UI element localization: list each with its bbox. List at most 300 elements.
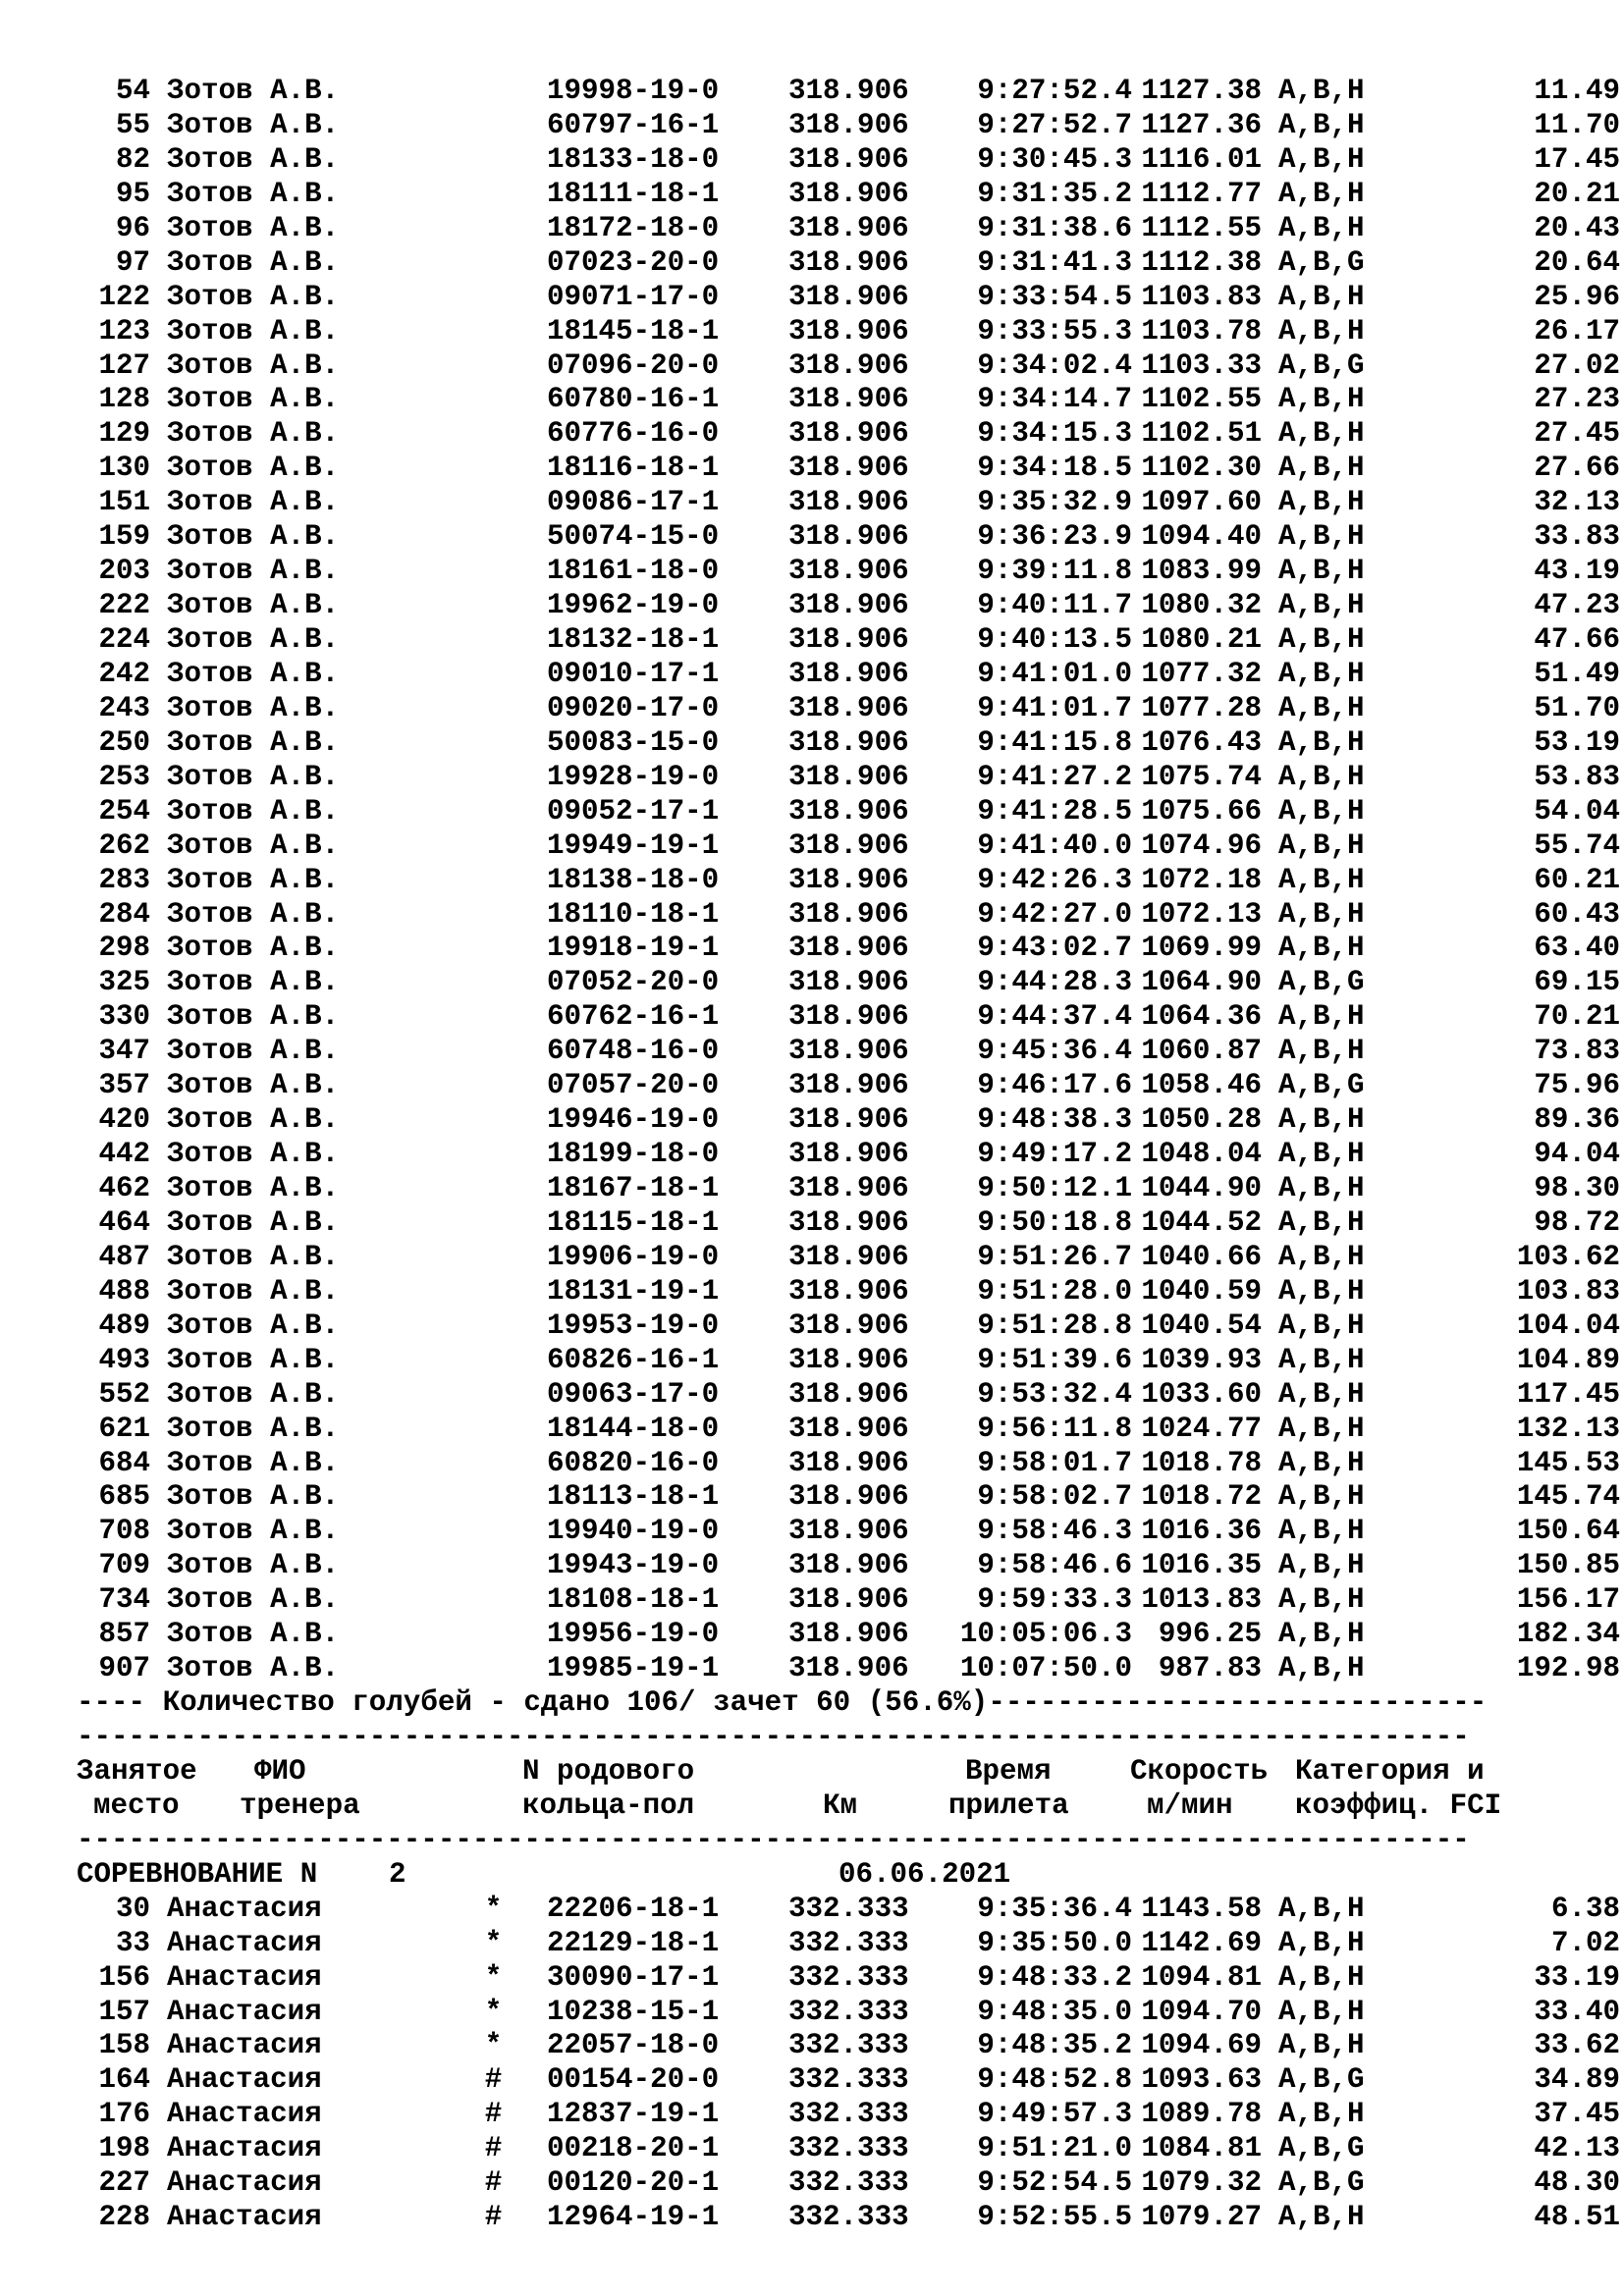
table-row — [77, 1000, 1620, 1035]
cell-name: Зотов А.В. — [167, 211, 340, 244]
cell-ring: 18133-18-0 — [547, 142, 720, 176]
cell-speed: 987.83 — [1158, 1652, 1262, 1685]
cell-speed: 1094.40 — [1141, 520, 1262, 554]
cell-km: 318.906 — [788, 1274, 909, 1308]
cell-time: 9:36:23.9 — [977, 520, 1132, 554]
cell-place: 489 — [98, 1308, 150, 1342]
cell-time: 9:52:55.5 — [977, 2201, 1132, 2234]
cell-ring: 30090-17-1 — [547, 1960, 720, 1994]
table-row — [77, 897, 1620, 933]
cell-km: 332.333 — [788, 2098, 909, 2131]
cell-km: 332.333 — [788, 1960, 909, 1994]
cell-speed: 1064.90 — [1141, 966, 1262, 999]
cell-speed: 1040.59 — [1141, 1274, 1262, 1308]
cell-ring: 19940-19-0 — [547, 1515, 720, 1548]
cell-ring: 18111-18-1 — [547, 177, 720, 210]
cell-name: Анастасия — [167, 2029, 322, 2062]
cell-ring: 19949-19-1 — [547, 828, 720, 862]
cell-time: 9:41:15.8 — [977, 725, 1132, 759]
cell-km: 318.906 — [788, 1240, 909, 1273]
cell-cat: A,B,H — [1278, 1549, 1365, 1582]
cell-cat: A,B,H — [1278, 1240, 1365, 1273]
cell-speed: 1040.54 — [1141, 1308, 1262, 1342]
cell-place: 228 — [98, 2201, 150, 2234]
cell-time: 9:52:54.5 — [977, 2166, 1132, 2200]
cell-time: 9:58:46.6 — [977, 1549, 1132, 1582]
cell-ring: 18138-18-0 — [547, 863, 720, 896]
cell-coef: 98.72 — [1534, 1205, 1620, 1239]
cell-time: 9:31:35.2 — [977, 177, 1132, 210]
header-category-2: коэффиц. FCI — [1295, 1789, 1502, 1822]
cell-coef: 37.45 — [1534, 2098, 1620, 2131]
cell-name: Зотов А.В. — [167, 1377, 340, 1411]
cell-name: Зотов А.В. — [167, 1343, 340, 1376]
cell-coef: 33.40 — [1534, 1995, 1620, 2028]
cell-place: 158 — [98, 2029, 150, 2062]
cell-cat: A,B,H — [1278, 314, 1365, 347]
cell-km: 318.906 — [788, 245, 909, 279]
cell-time: 9:49:57.3 — [977, 2098, 1132, 2131]
cell-mark: # — [484, 2166, 503, 2200]
cell-ring: 19906-19-0 — [547, 1240, 720, 1273]
table-row — [77, 794, 1620, 829]
cell-name: Зотов А.В. — [167, 1035, 340, 1068]
cell-coef: 103.83 — [1516, 1274, 1620, 1308]
cell-place: 130 — [98, 452, 150, 485]
table-row — [77, 1960, 1620, 1996]
cell-time: 9:45:36.4 — [977, 1035, 1132, 1068]
cell-coef: 89.36 — [1534, 1103, 1620, 1137]
cell-coef: 11.49 — [1534, 75, 1620, 107]
cell-km: 318.906 — [788, 108, 909, 141]
table-row — [77, 1069, 1620, 1103]
cell-cat: A,B,H — [1278, 863, 1365, 896]
table-row — [77, 280, 1620, 315]
cell-cat: A,B,H — [1278, 177, 1365, 210]
cell-time: 9:50:18.8 — [977, 1205, 1132, 1239]
table-row — [77, 452, 1620, 486]
table-row — [77, 555, 1620, 589]
cell-ring: 12837-19-1 — [547, 2098, 720, 2131]
cell-ring: 50074-15-0 — [547, 520, 720, 554]
cell-speed: 1077.28 — [1141, 691, 1262, 724]
cell-name: Зотов А.В. — [167, 828, 340, 862]
cell-ring: 60797-16-1 — [547, 108, 720, 141]
table-row — [77, 1995, 1620, 2030]
competition-number: 2 — [389, 1857, 406, 1891]
cell-coef: 34.89 — [1534, 2063, 1620, 2097]
cell-cat: A,B,H — [1278, 1274, 1365, 1308]
cell-coef: 94.04 — [1534, 1138, 1620, 1171]
cell-speed: 1074.96 — [1141, 828, 1262, 862]
cell-mark: * — [484, 1960, 503, 1994]
cell-place: 54 — [115, 75, 150, 107]
cell-km: 318.906 — [788, 452, 909, 485]
separator-line — [77, 1721, 1549, 1755]
table-row — [77, 1892, 1620, 1927]
cell-cat: A,B,H — [1278, 623, 1365, 656]
cell-ring: 19985-19-1 — [547, 1652, 720, 1685]
cell-name: Зотов А.В. — [167, 520, 340, 554]
cell-mark: * — [484, 1995, 503, 2028]
cell-name: Зотов А.В. — [167, 589, 340, 622]
table-row — [77, 1549, 1620, 1583]
cell-coef: 20.21 — [1534, 177, 1620, 210]
cell-name: Зотов А.В. — [167, 177, 340, 210]
cell-place: 151 — [98, 486, 150, 519]
table-row — [77, 657, 1620, 692]
table-row — [77, 1446, 1620, 1481]
cell-time: 9:48:52.8 — [977, 2063, 1132, 2097]
table-row — [77, 177, 1620, 212]
cell-time: 10:07:50.0 — [959, 1652, 1132, 1685]
cell-name: Зотов А.В. — [167, 245, 340, 279]
cell-km: 318.906 — [788, 486, 909, 519]
cell-place: 33 — [115, 1926, 150, 1959]
cell-place: 298 — [98, 932, 150, 965]
cell-name: Зотов А.В. — [167, 108, 340, 141]
table-row — [77, 486, 1620, 520]
cell-coef: 132.13 — [1516, 1412, 1620, 1445]
cell-coef: 11.70 — [1534, 108, 1620, 141]
table-row — [77, 348, 1620, 384]
cell-ring: 22057-18-0 — [547, 2029, 720, 2062]
cell-speed: 1018.72 — [1141, 1480, 1262, 1514]
cell-time: 9:48:35.0 — [977, 1995, 1132, 2028]
cell-time: 9:44:28.3 — [977, 966, 1132, 999]
cell-name: Анастасия — [167, 2132, 322, 2165]
cell-time: 9:39:11.8 — [977, 555, 1132, 588]
header-name: ФИО — [254, 1754, 306, 1788]
cell-ring: 19918-19-1 — [547, 932, 720, 965]
cell-coef: 47.23 — [1534, 589, 1620, 622]
cell-speed: 1069.99 — [1141, 932, 1262, 965]
cell-place: 552 — [98, 1377, 150, 1411]
column-header-row-2 — [77, 1789, 1549, 1824]
cell-ring: 07052-20-0 — [547, 966, 720, 999]
cell-mark: # — [484, 2201, 503, 2234]
table-row — [77, 2098, 1620, 2132]
cell-name: Зотов А.В. — [167, 1618, 340, 1651]
cell-coef: 117.45 — [1516, 1377, 1620, 1411]
cell-coef: 20.43 — [1534, 211, 1620, 244]
cell-time: 9:50:12.1 — [977, 1172, 1132, 1204]
cell-cat: A,B,H — [1278, 142, 1365, 176]
cell-coef: 33.83 — [1534, 520, 1620, 554]
cell-time: 9:31:41.3 — [977, 245, 1132, 279]
cell-cat: A,B,G — [1278, 966, 1365, 999]
header-speed-2: м/мин — [1147, 1789, 1233, 1822]
cell-speed: 1102.51 — [1141, 417, 1262, 451]
cell-speed: 1077.32 — [1141, 657, 1262, 690]
cell-cat: A,B,G — [1278, 245, 1365, 279]
cell-speed: 1050.28 — [1141, 1103, 1262, 1137]
table-row — [77, 863, 1620, 898]
header-speed: Скорость — [1130, 1754, 1269, 1788]
table-row — [77, 589, 1620, 623]
cell-time: 9:51:28.0 — [977, 1274, 1132, 1308]
cell-ring: 60748-16-0 — [547, 1035, 720, 1068]
cell-cat: A,B,H — [1278, 760, 1365, 793]
table-row — [77, 245, 1620, 281]
cell-name: Зотов А.В. — [167, 863, 340, 896]
cell-time: 9:58:01.7 — [977, 1446, 1132, 1479]
cell-km: 318.906 — [788, 725, 909, 759]
cell-speed: 1097.60 — [1141, 486, 1262, 519]
cell-time: 9:27:52.7 — [977, 108, 1132, 141]
cell-name: Зотов А.В. — [167, 1446, 340, 1479]
cell-km: 318.906 — [788, 211, 909, 244]
table-row — [77, 142, 1620, 178]
cell-coef: 55.74 — [1534, 828, 1620, 862]
cell-ring: 19946-19-0 — [547, 1103, 720, 1137]
cell-speed: 1083.99 — [1141, 555, 1262, 588]
cell-name: Зотов А.В. — [167, 1412, 340, 1445]
cell-coef: 27.23 — [1534, 383, 1620, 416]
cell-name: Зотов А.В. — [167, 452, 340, 485]
cell-cat: A,B,G — [1278, 348, 1365, 382]
cell-ring: 18199-18-0 — [547, 1138, 720, 1171]
cell-coef: 104.04 — [1516, 1308, 1620, 1342]
cell-time: 9:40:13.5 — [977, 623, 1132, 656]
table-row — [77, 75, 1620, 109]
cell-speed: 1112.77 — [1141, 177, 1262, 210]
cell-place: 156 — [98, 1960, 150, 1994]
cell-time: 9:41:28.5 — [977, 794, 1132, 828]
cell-km: 332.333 — [788, 2132, 909, 2165]
cell-place: 487 — [98, 1240, 150, 1273]
cell-coef: 53.19 — [1534, 725, 1620, 759]
cell-time: 9:35:50.0 — [977, 1926, 1132, 1959]
cell-km: 318.906 — [788, 1172, 909, 1204]
cell-name: Зотов А.В. — [167, 657, 340, 690]
cell-place: 464 — [98, 1205, 150, 1239]
cell-km: 332.333 — [788, 2166, 909, 2200]
cell-cat: A,B,H — [1278, 589, 1365, 622]
table-row — [77, 108, 1620, 143]
cell-coef: 145.74 — [1516, 1480, 1620, 1514]
cell-name: Анастасия — [167, 2166, 322, 2200]
cell-name: Зотов А.В. — [167, 1172, 340, 1204]
cell-name: Зотов А.В. — [167, 1480, 340, 1514]
cell-km: 318.906 — [788, 1480, 909, 1514]
cell-place: 96 — [115, 211, 150, 244]
cell-coef: 33.19 — [1534, 1960, 1620, 1994]
table-row — [77, 314, 1620, 349]
cell-place: 203 — [98, 555, 150, 588]
cell-coef: 60.21 — [1534, 863, 1620, 896]
cell-ring: 18110-18-1 — [547, 897, 720, 931]
cell-ring: 19928-19-0 — [547, 760, 720, 793]
cell-speed: 1075.74 — [1141, 760, 1262, 793]
cell-cat: A,B,G — [1278, 2132, 1365, 2165]
cell-ring: 18161-18-0 — [547, 555, 720, 588]
cell-time: 9:41:27.2 — [977, 760, 1132, 793]
cell-time: 9:40:11.7 — [977, 589, 1132, 622]
cell-ring: 07096-20-0 — [547, 348, 720, 382]
cell-ring: 18132-18-1 — [547, 623, 720, 656]
cell-time: 9:43:02.7 — [977, 932, 1132, 965]
cell-coef: 73.83 — [1534, 1035, 1620, 1068]
cell-coef: 145.53 — [1516, 1446, 1620, 1479]
cell-km: 318.906 — [788, 177, 909, 210]
cell-cat: A,B,H — [1278, 520, 1365, 554]
cell-ring: 09052-17-1 — [547, 794, 720, 828]
cell-time: 9:42:26.3 — [977, 863, 1132, 896]
cell-time: 9:46:17.6 — [977, 1069, 1132, 1102]
cell-km: 318.906 — [788, 1412, 909, 1445]
cell-time: 9:27:52.4 — [977, 75, 1132, 107]
cell-name: Анастасия — [167, 2098, 322, 2131]
cell-name: Анастасия — [167, 2201, 322, 2234]
cell-coef: 53.83 — [1534, 760, 1620, 793]
cell-mark: # — [484, 2098, 503, 2131]
cell-name: Зотов А.В. — [167, 1205, 340, 1239]
cell-speed: 1016.36 — [1141, 1515, 1262, 1548]
separator-text: --------------------------------------------------------------------------------- — [77, 1721, 1470, 1753]
table-row — [77, 1172, 1620, 1206]
cell-time: 9:51:26.7 — [977, 1240, 1132, 1273]
cell-time: 10:05:06.3 — [959, 1618, 1132, 1651]
cell-coef: 27.02 — [1534, 348, 1620, 382]
cell-km: 318.906 — [788, 280, 909, 313]
cell-ring: 60762-16-1 — [547, 1000, 720, 1034]
table-row — [77, 1035, 1620, 1069]
cell-speed: 1080.21 — [1141, 623, 1262, 656]
cell-speed: 1094.81 — [1141, 1960, 1262, 1994]
cell-speed: 1094.69 — [1141, 2029, 1262, 2062]
cell-place: 243 — [98, 691, 150, 724]
cell-cat: A,B,H — [1278, 725, 1365, 759]
cell-cat: A,B,H — [1278, 1103, 1365, 1137]
cell-km: 318.906 — [788, 794, 909, 828]
header-category: Категория и — [1295, 1754, 1485, 1788]
cell-name: Зотов А.В. — [167, 1069, 340, 1102]
cell-place: 442 — [98, 1138, 150, 1171]
cell-place: 734 — [98, 1583, 150, 1617]
cell-place: 709 — [98, 1549, 150, 1582]
cell-name: Зотов А.В. — [167, 1549, 340, 1582]
cell-coef: 150.85 — [1516, 1549, 1620, 1582]
cell-km: 318.906 — [788, 1515, 909, 1548]
cell-km: 318.906 — [788, 863, 909, 896]
header-time-2: прилета — [948, 1789, 1069, 1822]
cell-speed: 1039.93 — [1141, 1343, 1262, 1376]
cell-place: 857 — [98, 1618, 150, 1651]
cell-coef: 43.19 — [1534, 555, 1620, 588]
table-row — [77, 2132, 1620, 2166]
table-row — [77, 1240, 1620, 1275]
cell-speed: 1079.27 — [1141, 2201, 1262, 2234]
cell-time: 9:48:35.2 — [977, 2029, 1132, 2062]
cell-name: Зотов А.В. — [167, 383, 340, 416]
cell-coef: 51.49 — [1534, 657, 1620, 690]
cell-name: Зотов А.В. — [167, 555, 340, 588]
cell-km: 318.906 — [788, 1138, 909, 1171]
competition-line — [77, 1858, 1549, 1893]
table-row — [77, 691, 1620, 726]
cell-time: 9:33:54.5 — [977, 280, 1132, 313]
table-row — [77, 1138, 1620, 1172]
cell-speed: 1127.36 — [1141, 108, 1262, 141]
cell-name: Анастасия — [167, 1995, 322, 2028]
cell-coef: 42.13 — [1534, 2132, 1620, 2165]
separator-text: --------------------------------------------------------------------------------- — [77, 1823, 1470, 1856]
cell-km: 318.906 — [788, 1069, 909, 1102]
cell-place: 254 — [98, 794, 150, 828]
cell-km: 332.333 — [788, 1892, 909, 1925]
cell-place: 82 — [115, 142, 150, 176]
table-row — [77, 2166, 1620, 2201]
cell-place: 330 — [98, 1000, 150, 1034]
cell-cat: A,B,H — [1278, 1446, 1365, 1479]
cell-coef: 70.21 — [1534, 1000, 1620, 1034]
table-row — [77, 1377, 1620, 1413]
cell-time: 9:30:45.3 — [977, 142, 1132, 176]
cell-km: 318.906 — [788, 589, 909, 622]
table-row — [77, 1308, 1620, 1344]
cell-cat: A,B,H — [1278, 1172, 1365, 1204]
header-ring: N родового — [522, 1754, 695, 1788]
table-row — [77, 1412, 1620, 1447]
cell-place: 621 — [98, 1412, 150, 1445]
cell-time: 9:56:11.8 — [977, 1412, 1132, 1445]
cell-cat: A,B,H — [1278, 1583, 1365, 1617]
cell-km: 318.906 — [788, 657, 909, 690]
cell-place: 55 — [115, 108, 150, 141]
cell-km: 332.333 — [788, 2201, 909, 2234]
cell-place: 684 — [98, 1446, 150, 1479]
cell-cat: A,B,H — [1278, 691, 1365, 724]
cell-name: Анастасия — [167, 1892, 322, 1925]
cell-km: 332.333 — [788, 2063, 909, 2097]
cell-cat: A,B,H — [1278, 1377, 1365, 1411]
table-row — [77, 1652, 1620, 1686]
cell-cat: A,B,H — [1278, 1995, 1365, 2028]
cell-place: 262 — [98, 828, 150, 862]
cell-coef: 156.17 — [1516, 1583, 1620, 1617]
cell-cat: A,B,H — [1278, 1892, 1365, 1925]
cell-place: 685 — [98, 1480, 150, 1514]
cell-coef: 48.51 — [1534, 2201, 1620, 2234]
cell-time: 9:59:33.3 — [977, 1583, 1132, 1617]
cell-km: 332.333 — [788, 1995, 909, 2028]
cell-coef: 20.64 — [1534, 245, 1620, 279]
cell-mark: # — [484, 2063, 503, 2097]
cell-name: Зотов А.В. — [167, 1000, 340, 1034]
cell-name: Зотов А.В. — [167, 1240, 340, 1273]
table-row — [77, 1515, 1620, 1549]
table-row — [77, 1103, 1620, 1138]
cell-km: 318.906 — [788, 966, 909, 999]
table-row — [77, 520, 1620, 555]
cell-name: Зотов А.В. — [167, 966, 340, 999]
cell-km: 318.906 — [788, 932, 909, 965]
cell-speed: 1084.81 — [1141, 2132, 1262, 2165]
cell-ring: 09063-17-0 — [547, 1377, 720, 1411]
cell-ring: 22206-18-1 — [547, 1892, 720, 1925]
table-row — [77, 1926, 1620, 1961]
cell-mark: * — [484, 1892, 503, 1925]
header-km: Км — [823, 1789, 858, 1822]
cell-name: Анастасия — [167, 1926, 322, 1959]
cell-time: 9:35:36.4 — [977, 1892, 1132, 1925]
cell-place: 127 — [98, 348, 150, 382]
cell-cat: A,B,H — [1278, 1480, 1365, 1514]
results-table-part-1 — [77, 75, 1620, 1686]
cell-km: 318.906 — [788, 623, 909, 656]
cell-cat: A,B,H — [1278, 1652, 1365, 1685]
